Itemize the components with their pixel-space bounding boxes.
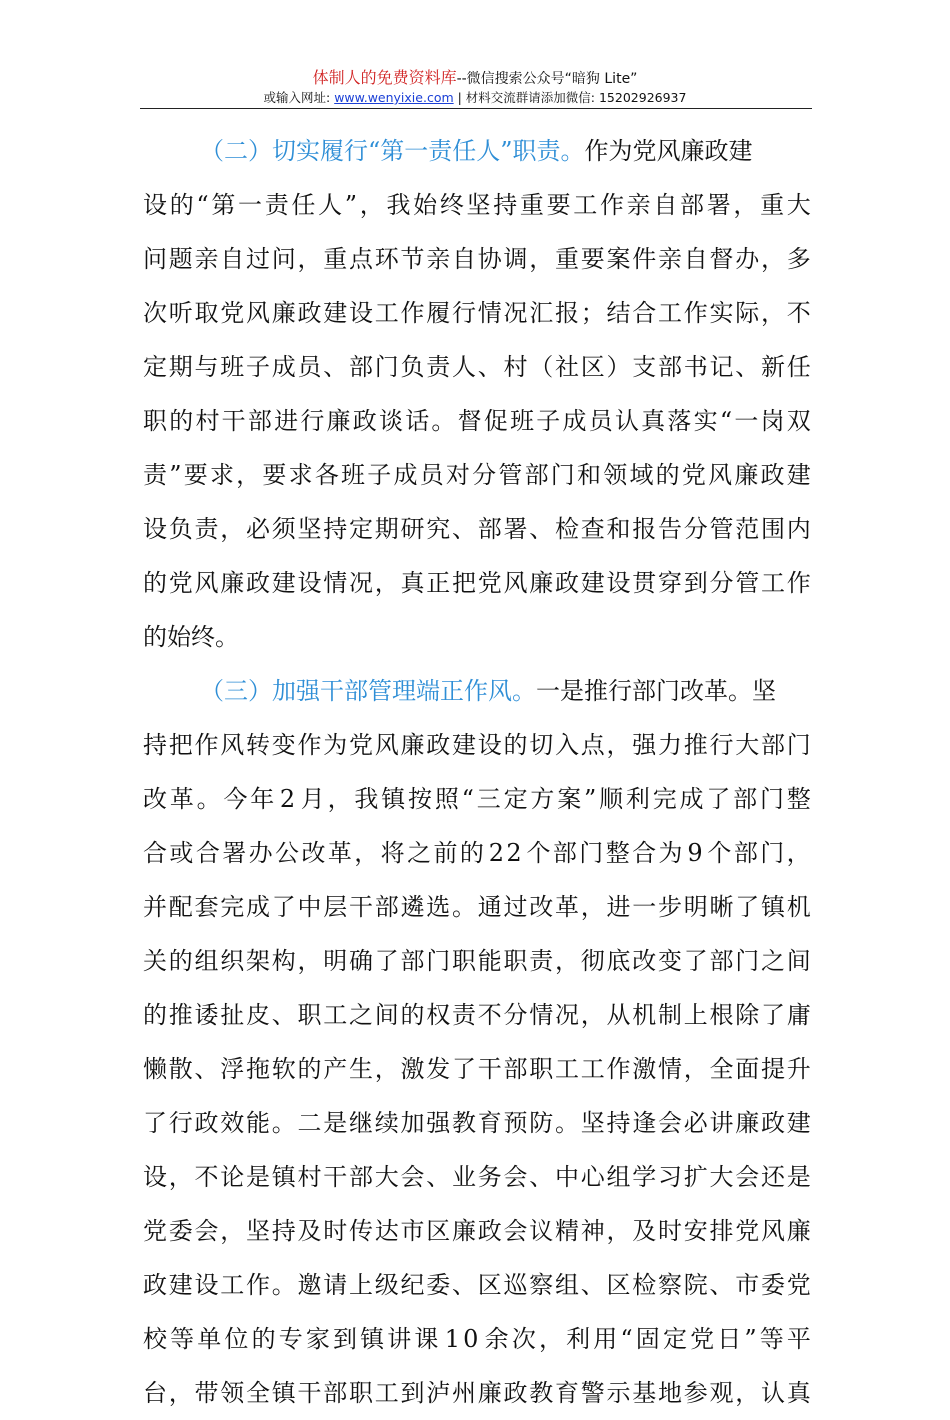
- text-line: 的始终。: [143, 623, 239, 651]
- text-line: （二）切实履行“第一责任人”职责。作为党风廉政建: [200, 137, 753, 165]
- text-line: 改 革 。 今 年 2 月 ， 我 镇 按 照 “ 三 定 方 案 ” 顺 利 完 成 了 部 门 整: [143, 785, 811, 813]
- section-heading-2: （二）切实履行“第一责任人”职责。: [200, 137, 585, 165]
- text-line: 的 党 风 廉 政 建 设 情 况 ， 真 正 把 党 风 廉 政 建 设 贯 穿 到 分 管 工 作: [143, 569, 811, 597]
- text-line: 持 把 作 风 转 变 作 为 党 风 廉 政 建 设 的 切 入 点 ， 强 力 推 行 大 部 门: [143, 731, 811, 759]
- text-line: 并 配 套 完 成 了 中 层 干 部 遴 选 。 通 过 改 革 ， 进 一 步 明 晰 了 镇 机: [143, 893, 811, 921]
- header-divider: [140, 108, 812, 109]
- text-line: 设 负 责 ， 必 须 坚 持 定 期 研 究 、 部 署 、 检 查 和 报 告 分 管 范 围 内: [143, 515, 811, 543]
- text-line: 合 或 合 署 办 公 改 革 ， 将 之 前 的 2 2 个 部 门 整 合 为 9 个 部 门 ，: [143, 839, 811, 867]
- page-header: [0, 68, 950, 107]
- text-line: 设 ， 不 论 是 镇 村 干 部 大 会 、 业 务 会 、 中 心 组 学 习 扩 大 会 还 是: [143, 1163, 811, 1191]
- header-tagline: --微信搜索公众号“暗狗 Lite”: [456, 71, 638, 87]
- text-line: 台 ， 带 领 全 镇 干 部 职 工 到 泸 州 廉 政 教 育 警 示 基 地 参 观 ， 认 真: [143, 1379, 811, 1407]
- text-line: 懒 散 、 浮 拖 软 的 产 生 ， 激 发 了 干 部 职 工 工 作 激 情 ， 全 面 提 升: [143, 1055, 811, 1083]
- header-promo-line: [0, 68, 950, 89]
- brand-title: 体制人的免费资料库: [312, 68, 457, 87]
- text-line: 次 听 取 党 风 廉 政 建 设 工 作 履 行 情 况 汇 报 ； 结 合 工 作 实 际 ， 不: [143, 299, 811, 327]
- text-line: 政 建 设 工 作 。 邀 请 上 级 纪 委 、 区 巡 察 组 、 区 检 察 院 、 市 委 党: [143, 1271, 811, 1299]
- text-line: （三）加强干部管理端正作风。一是推行部门改革。坚: [200, 677, 776, 705]
- text-line: 责 ” 要 求 ， 要 求 各 班 子 成 员 对 分 管 部 门 和 领 域 的 党 风 廉 政 建: [143, 461, 811, 489]
- text-line: 校 等 单 位 的 专 家 到 镇 讲 课 1 0 余 次 ， 利 用 “ 固 定 党 日 ” 等 平: [143, 1325, 811, 1353]
- header-url-line: [0, 89, 950, 107]
- text-line: 了 行 政 效 能 。 二 是 继 续 加 强 教 育 预 防 。 坚 持 逢 会 必 讲 廉 政 建: [143, 1109, 811, 1137]
- text-line: 关 的 组 织 架 构 ， 明 确 了 部 门 职 能 职 责 ， 彻 底 改 变 了 部 门 之 间: [143, 947, 811, 975]
- document-body: [143, 124, 811, 1420]
- text-line: 问 题 亲 自 过 问 ， 重 点 环 节 亲 自 协 调 ， 重 要 案 件 亲 自 督 办 ， 多: [143, 245, 811, 273]
- text-line: 党 委 会 ， 坚 持 及 时 传 达 市 区 廉 政 会 议 精 神 ， 及 时 安 排 党 风 廉: [143, 1217, 811, 1245]
- contact-info: | 材料交流群请添加微信: 15202926937: [453, 90, 687, 105]
- text-line: 的 推 诿 扯 皮 、 职 工 之 间 的 权 责 不 分 情 况 ， 从 机 制 上 根 除 了 庸: [143, 1001, 811, 1029]
- text-line: 设 的 “ 第 一 责 任 人 ” ， 我 始 终 坚 持 重 要 工 作 亲 自 部 署 ， 重 大: [143, 191, 811, 219]
- text-line: 职 的 村 干 部 进 行 廉 政 谈 话 。 督 促 班 子 成 员 认 真 落 实 “ 一 岗 双: [143, 407, 811, 435]
- text-line: 定 期 与 班 子 成 员 、 部 门 负 责 人 、 村 （ 社 区 ） 支 部 书 记 、 新 任: [143, 353, 811, 381]
- section-heading-3: （三）加强干部管理端正作风。: [200, 677, 536, 705]
- website-link[interactable]: www.wenyixie.com: [334, 90, 454, 105]
- url-prefix: 或输入网址:: [263, 90, 335, 105]
